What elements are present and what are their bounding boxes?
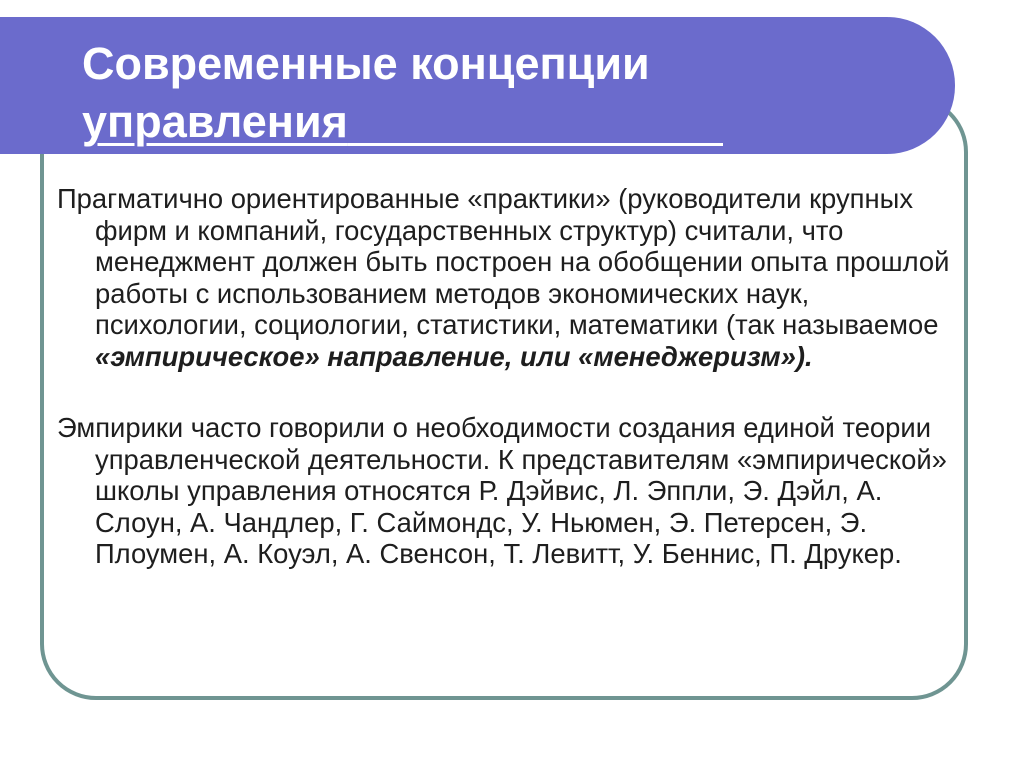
title-line-1: Современные концепции (82, 38, 650, 89)
paragraph-pragmatists-emphasis: «эмпирическое» направление, или «менеджеризм»). (95, 340, 813, 372)
slide-title (82, 35, 723, 151)
paragraph-empiricists (57, 412, 952, 570)
paragraph-empiricists-text: Эмпирики часто говорили о необходимости создания единой теории управленческой деятельности. К представителям «эмпирической» школы управления относятся Р. Дэйвис, Л. Эппли, Э. Дэйл, А. Слоун, А. Чандлер, Г. Саймондс, У. Ньюмен, Э. Петерсен, Э. Плоумен, А. Коуэл, А. Свенсон, Т. Левитт, У. Беннис, П. Друкер. (57, 412, 947, 569)
paragraph-pragmatists-text: Прагматично ориентированные «практики» (руководители крупных фирм и компаний, государственных структур) считали, что менеджмент должен быть построен на обобщении опыта прошлой работы с использованием методов экономических наук, психологии, социологии, статистики, математики (так называемое (57, 183, 950, 340)
slide-body (57, 183, 952, 570)
title-line-2-text: управления (82, 96, 348, 147)
paragraph-pragmatists (57, 183, 952, 372)
title-underline-rule (348, 96, 723, 147)
title-band (0, 17, 955, 154)
title-line-2 (82, 93, 723, 151)
